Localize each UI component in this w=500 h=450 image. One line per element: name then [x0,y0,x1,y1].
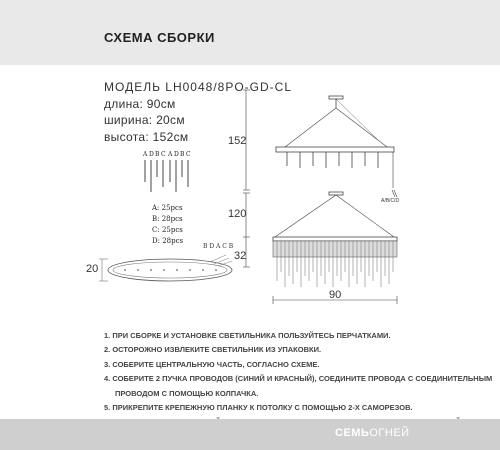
instructions-list [104,329,500,430]
front-view-assembled [243,90,397,197]
legend-d: D: 28pcs [152,237,184,245]
crystal-letter: C [161,151,166,158]
legend-b: B: 28pcs [152,215,183,223]
crystal-letter: B [155,151,160,158]
top-view [99,255,232,281]
side-crystal-labels: B D A C B [203,243,234,250]
crystal-letters [142,151,191,158]
height-label: высота: 152см [104,130,189,144]
crystal-letter: B [180,151,185,158]
legend-c: C: 25pcs [152,226,183,234]
instruction-4: 4. СОБЕРИТЕ 2 ПУЧКА ПРОВОДОВ (СИНИЙ И КРАСНЫЙ), СОЕДИНИТЕ ПРОВОДА С СОЕДИНИТЕЛЬНЫМ [104,374,493,384]
instruction-4-cont: ПРОВОДОМ С ПОМОЩЬЮ КОЛПАЧКА. [115,388,259,398]
crystal-letter: A [168,151,173,158]
model-label: МОДЕЛЬ LH0048/8PO-GD-CL [104,80,292,94]
brand-bold: СЕМЬ [335,427,370,439]
brand-light: ОГНЕЙ [369,427,410,439]
crystal-letter: C [186,151,191,158]
instruction-2: 2. ОСТОРОЖНО ИЗВЛЕКИТЕ СВЕТИЛЬНИК ИЗ УПАКОВКИ. [104,345,322,355]
brand-logo [335,427,410,439]
dim-32: 32 [234,250,247,262]
instruction-1: 1. ПРИ СБОРКЕ И УСТАНОВКЕ СВЕТИЛЬНИКА ПОЛЬЗУЙТЕСЬ ПЕРЧАТКАМИ. [104,331,391,340]
crystal-letter: A [143,151,148,158]
wire-label: A/B/C/D [381,198,400,204]
crystal-letter: D [149,151,154,158]
instruction-5: 5. ПРИКРЕПИТЕ КРЕПЕЖНУЮ ПЛАНКУ К ПОТОЛКУ С ПОМОЩЬЮ 2-Х САМОРЕЗОВ. [104,403,413,413]
dim-152: 152 [228,135,247,147]
page-title: СХЕМА СБОРКИ [104,30,215,45]
crystal-samples [145,160,188,192]
dim-20: 20 [86,263,99,275]
dim-120: 120 [228,208,247,220]
instruction-3: 3. СОБЕРИТЕ ЦЕНТРАЛЬНУЮ ЧАСТЬ, СОГЛАСНО СХЕМЕ. [104,359,320,369]
width-label: ширина: 20см [104,113,185,127]
front-view-crystals [243,192,400,304]
footer-bar [0,419,500,450]
length-label: длина: 90см [104,97,176,111]
crystal-letter: D [174,151,179,158]
dim-90: 90 [329,289,342,301]
legend-a: A: 25pcs [152,204,183,212]
